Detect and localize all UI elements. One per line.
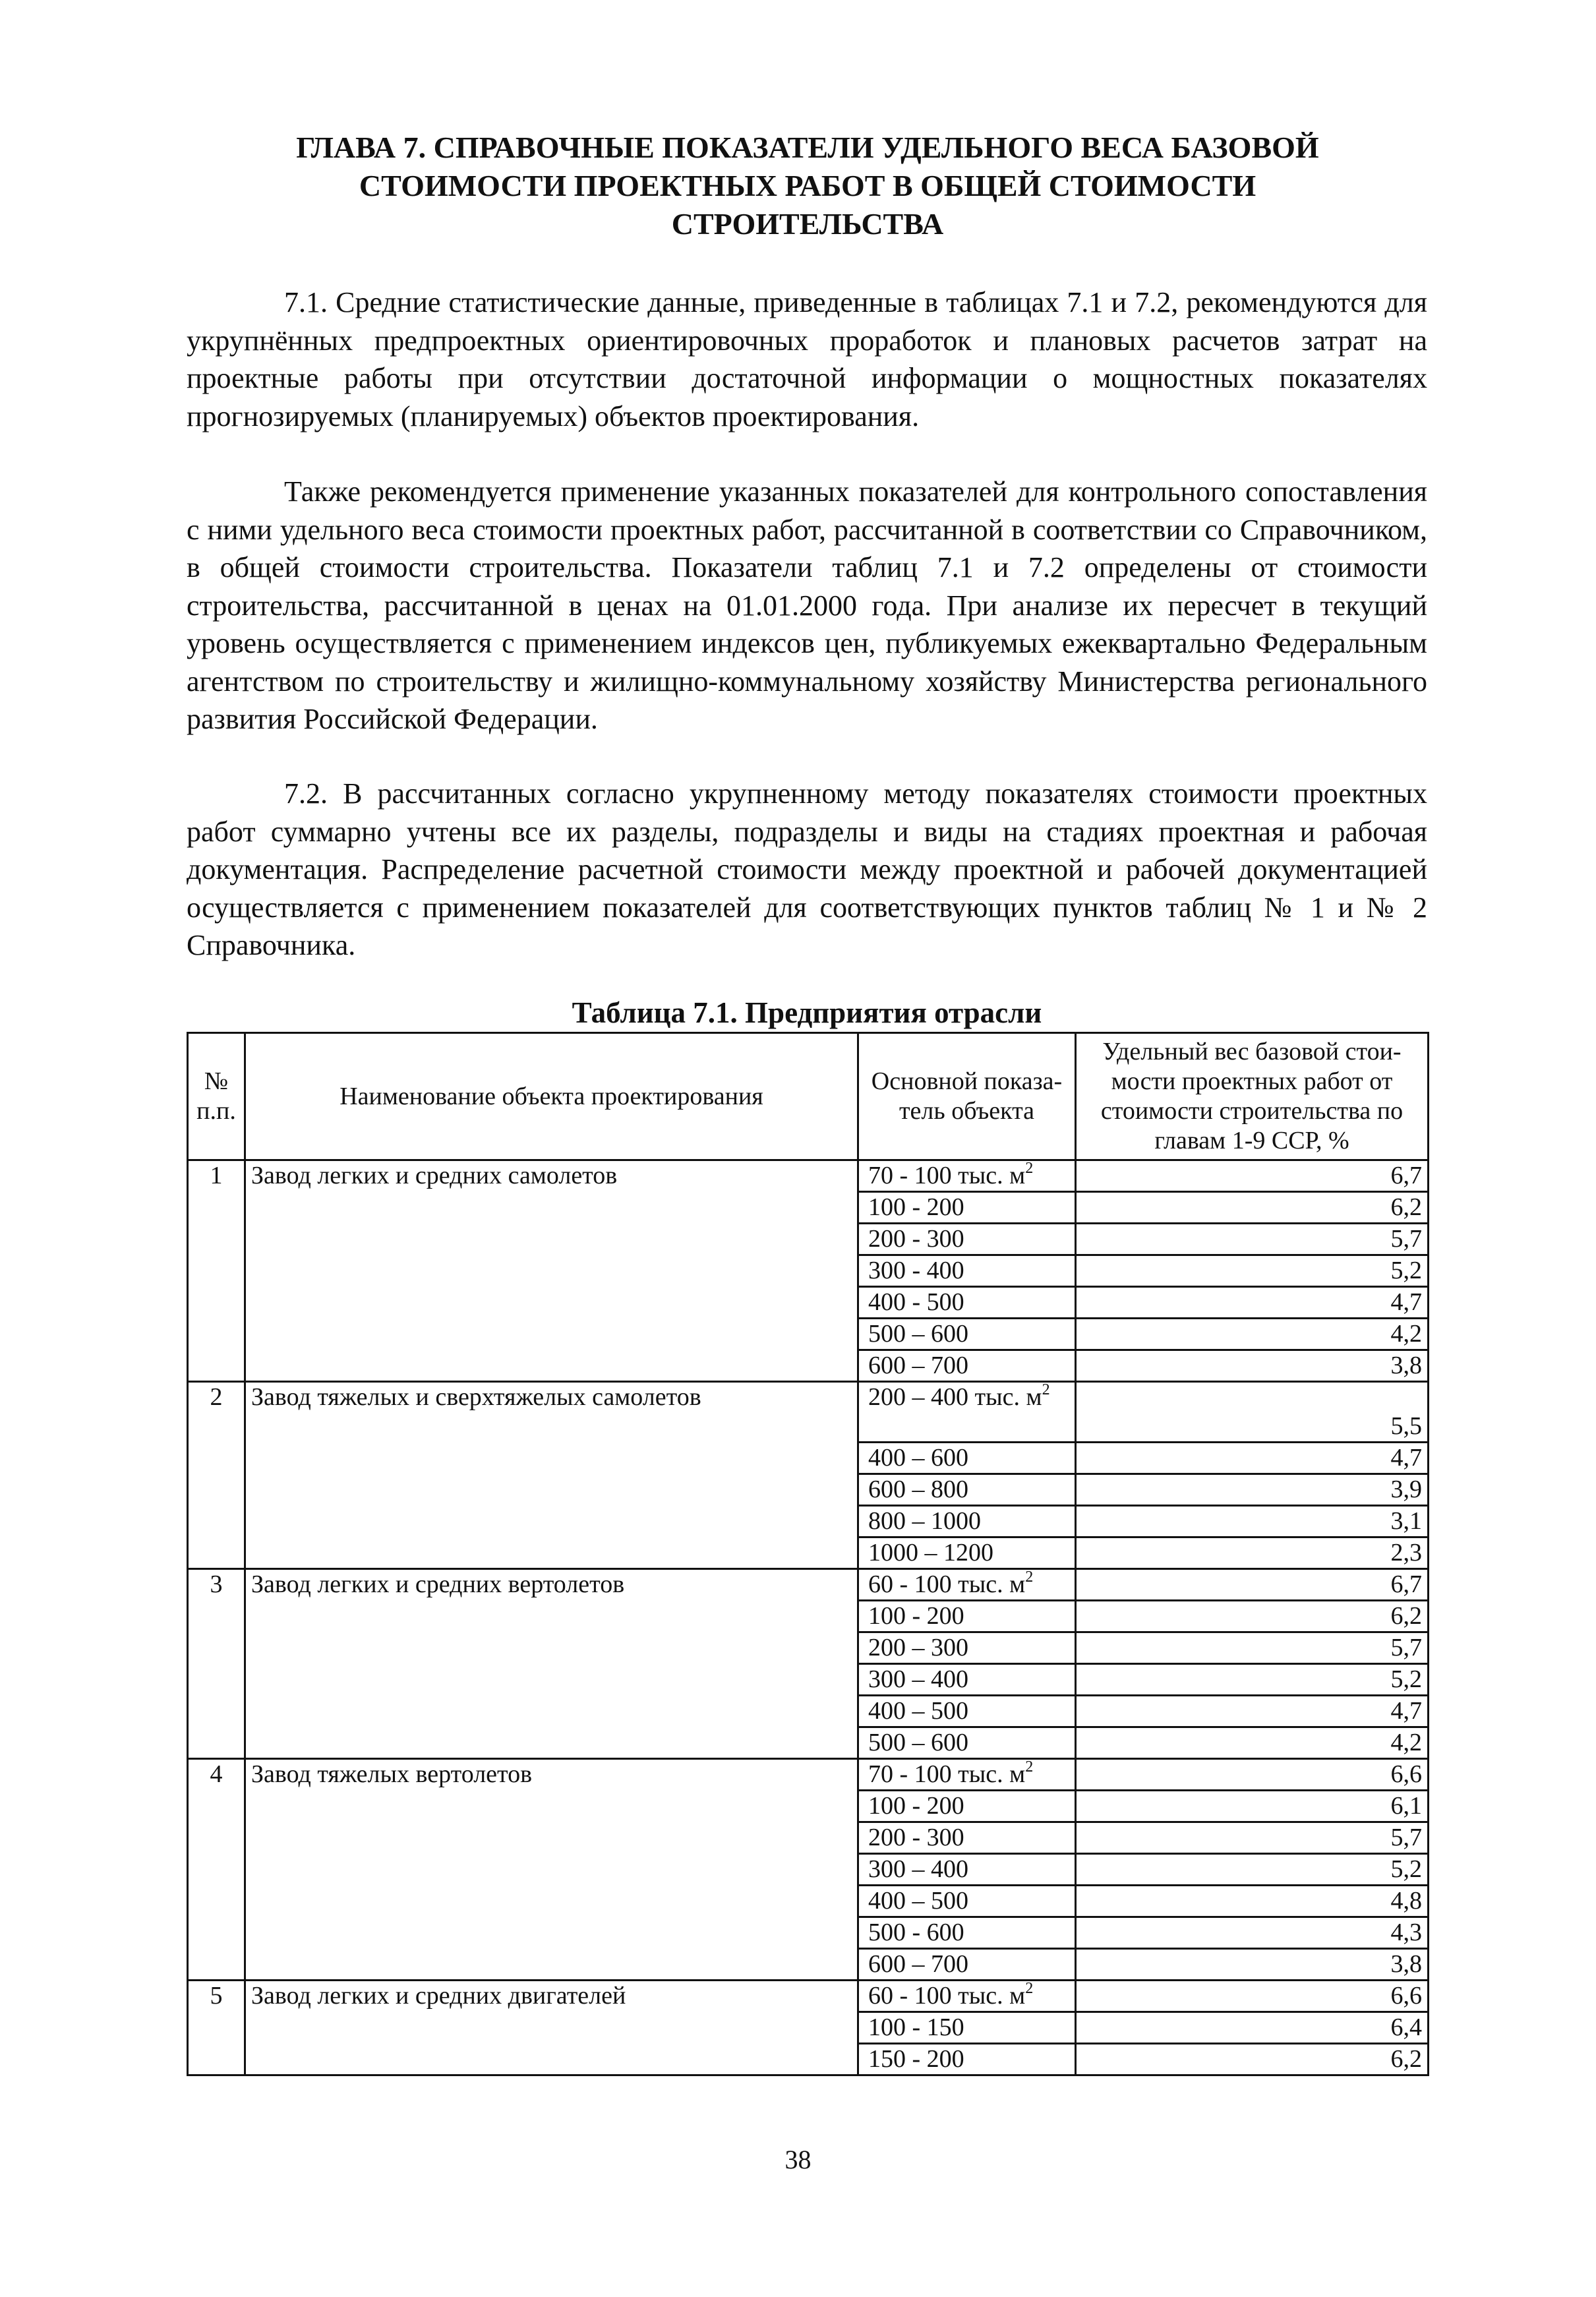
indicator-range	[858, 1382, 1076, 1443]
share-value: 3,8	[1076, 1949, 1429, 1981]
indicator-range-text: 200 - 300	[868, 1225, 964, 1253]
indicator-range	[858, 1537, 1076, 1569]
indicator-range-text: 100 - 200	[868, 1792, 964, 1820]
indicator-range	[858, 1696, 1076, 1727]
indicator-range-text: 60 - 100 тыс. м	[868, 1570, 1026, 1598]
indicator-range-text: 400 – 500	[868, 1697, 968, 1725]
object-name: Завод тяжелых вертолетов	[245, 1759, 858, 1981]
share-value: 5,5	[1076, 1382, 1429, 1443]
share-value: 4,2	[1076, 1727, 1429, 1759]
indicator-range-text: 600 – 800	[868, 1476, 968, 1503]
row-number: 5	[188, 1981, 245, 2075]
object-name: Завод легких и средних двигателей	[245, 1981, 858, 2075]
share-value: 4,8	[1076, 1886, 1429, 1917]
share-value: 4,2	[1076, 1319, 1429, 1350]
chapter-title-line: СТРОИТЕЛЬСТВА	[671, 207, 944, 241]
share-value: 6,2	[1076, 1601, 1429, 1632]
indicator-range	[858, 1160, 1076, 1192]
indicator-range	[858, 1601, 1076, 1632]
table-row	[188, 1981, 1429, 2012]
table-header-row	[188, 1033, 1429, 1160]
indicator-range-text: 400 - 500	[868, 1288, 964, 1316]
superscript: 2	[1025, 1758, 1034, 1775]
indicator-range-text: 400 – 500	[868, 1887, 968, 1915]
indicator-range	[858, 1506, 1076, 1537]
indicator-range	[858, 1192, 1076, 1224]
share-value: 6,7	[1076, 1160, 1429, 1192]
indicator-range	[858, 1287, 1076, 1319]
share-value: 5,2	[1076, 1854, 1429, 1886]
share-value: 2,3	[1076, 1537, 1429, 1569]
indicator-range-text: 200 - 300	[868, 1824, 964, 1851]
indicator-range	[858, 1759, 1076, 1791]
share-value: 6,6	[1076, 1981, 1429, 2012]
indicator-range	[858, 1917, 1076, 1949]
indicator-range	[858, 1854, 1076, 1886]
table-row	[188, 1569, 1429, 1601]
share-value: 3,8	[1076, 1350, 1429, 1382]
table-row	[188, 1160, 1429, 1192]
share-value: 6,1	[1076, 1791, 1429, 1822]
indicator-range	[858, 1791, 1076, 1822]
share-value: 3,1	[1076, 1506, 1429, 1537]
share-value: 5,7	[1076, 1224, 1429, 1255]
indicator-range-text: 400 – 600	[868, 1444, 968, 1472]
indicator-range-text: 600 – 700	[868, 1352, 968, 1379]
share-value: 5,7	[1076, 1632, 1429, 1664]
indicator-range	[858, 1224, 1076, 1255]
table-7-1	[187, 1032, 1429, 2076]
row-number: 3	[188, 1569, 245, 1759]
share-value: 4,7	[1076, 1696, 1429, 1727]
table-caption: Таблица 7.1. Предприятия отрасли	[572, 996, 1042, 1029]
paragraph-text: Также рекомендуется применение указанных показателей для контрольного сопоставления с ними удельного веса стоимости проектных работ, рассчитанной в соответствии со Справочником, в общей стоимости строительства. Показатели таблиц 7.1 и 7.2 определены от стоимости строительства, рассчитанной в ценах на 01.01.2000 года. При анализе их пересчет в текущий уровень осуществляется с применением индексов цен, публикуемых ежеквартально Федеральным агентством по строительству и жилищно-коммунальному хозяйству Министерства регионального развития Российской Федерации.	[187, 475, 1427, 735]
superscript: 2	[1025, 1160, 1034, 1177]
indicator-range-text: 600 – 700	[868, 1950, 968, 1978]
indicator-range-text: 70 - 100 тыс. м	[868, 1162, 1026, 1189]
indicator-range	[858, 1255, 1076, 1287]
superscript: 2	[1025, 1980, 1034, 1997]
indicator-range-text: 100 - 150	[868, 2014, 964, 2041]
indicator-range-text: 500 – 600	[868, 1320, 968, 1348]
object-name: Завод легких и средних самолетов	[245, 1160, 858, 1382]
table-row	[188, 1382, 1429, 1443]
indicator-range	[858, 2044, 1076, 2075]
row-number: 1	[188, 1160, 245, 1382]
indicator-range-text: 300 – 400	[868, 1855, 968, 1883]
table-row	[188, 1759, 1429, 1791]
header-share: Удельный вес базовой стои- мости проектных работ от стоимости строительства по главам 1-9 ССР, %	[1076, 1033, 1429, 1160]
share-value: 6,6	[1076, 1759, 1429, 1791]
chapter-title	[165, 129, 1450, 243]
indicator-range-text: 100 - 200	[868, 1193, 964, 1221]
indicator-range-text: 200 – 300	[868, 1634, 968, 1661]
share-value: 6,7	[1076, 1569, 1429, 1601]
indicator-range-text: 300 - 400	[868, 1257, 964, 1284]
page-number: 38	[784, 2145, 812, 2174]
header-indicator: Основной показа- тель объекта	[858, 1033, 1076, 1160]
indicator-range	[858, 2012, 1076, 2044]
indicator-range	[858, 1443, 1076, 1474]
indicator-range	[858, 1319, 1076, 1350]
indicator-range-text: 60 - 100 тыс. м	[868, 1982, 1026, 2010]
header-num: № п.п.	[188, 1033, 245, 1160]
indicator-range-text: 70 - 100 тыс. м	[868, 1760, 1026, 1788]
row-number: 2	[188, 1382, 245, 1569]
indicator-range-text: 1000 – 1200	[868, 1539, 993, 1566]
indicator-range	[858, 1664, 1076, 1696]
indicator-range	[858, 1727, 1076, 1759]
share-value: 4,7	[1076, 1287, 1429, 1319]
chapter-title-line: СТОИМОСТИ ПРОЕКТНЫХ РАБОТ В ОБЩЕЙ СТОИМОСТИ	[359, 169, 1256, 202]
paragraph-text: 7.1. Средние статистические данные, приведенные в таблицах 7.1 и 7.2, рекомендуются для укрупнённых предпроектных ориентировочных проработок и плановых расчетов затрат на проектные работы при отсутствии достаточной информации о мощностных показателях прогнозируемых (планируемых) объектов проектирования.	[187, 286, 1427, 433]
indicator-range-text: 150 - 200	[868, 2045, 964, 2073]
superscript: 2	[1042, 1381, 1050, 1398]
share-value: 6,2	[1076, 1192, 1429, 1224]
share-value: 6,2	[1076, 2044, 1429, 2075]
indicator-range-text: 200 – 400 тыс. м	[868, 1383, 1042, 1411]
object-name: Завод тяжелых и сверхтяжелых самолетов	[245, 1382, 858, 1569]
share-value: 4,7	[1076, 1443, 1429, 1474]
indicator-range-text: 800 – 1000	[868, 1507, 981, 1535]
share-value: 3,9	[1076, 1474, 1429, 1506]
indicator-range-text: 500 – 600	[868, 1729, 968, 1756]
indicator-range	[858, 1350, 1076, 1382]
indicator-range	[858, 1569, 1076, 1601]
share-value: 6,4	[1076, 2012, 1429, 2044]
share-value: 4,3	[1076, 1917, 1429, 1949]
indicator-range	[858, 1886, 1076, 1917]
indicator-range-text: 500 - 600	[868, 1919, 964, 1946]
paragraph-7-1	[187, 283, 1427, 435]
header-name: Наименование объекта проектирования	[245, 1033, 858, 1160]
share-value: 5,2	[1076, 1255, 1429, 1287]
row-number: 4	[188, 1759, 245, 1981]
share-value: 5,2	[1076, 1664, 1429, 1696]
chapter-title-line: ГЛАВА 7. СПРАВОЧНЫЕ ПОКАЗАТЕЛИ УДЕЛЬНОГО ВЕСА БАЗОВОЙ	[296, 131, 1319, 164]
indicator-range	[858, 1474, 1076, 1506]
indicator-range	[858, 1981, 1076, 2012]
paragraph-recommendation	[187, 473, 1427, 738]
superscript: 2	[1025, 1568, 1034, 1586]
table-body	[188, 1160, 1429, 2075]
indicator-range	[858, 1632, 1076, 1664]
indicator-range	[858, 1822, 1076, 1854]
indicator-range-text: 300 – 400	[868, 1665, 968, 1693]
share-value: 5,7	[1076, 1822, 1429, 1854]
object-name: Завод легких и средних вертолетов	[245, 1569, 858, 1759]
paragraph-7-2	[187, 775, 1427, 965]
paragraph-text: 7.2. В рассчитанных согласно укрупненному методу показателях стоимости проектных работ суммарно учтены все их разделы, подразделы и виды на стадиях проектная и рабочая документация. Распределение расчетной стоимости между проектной и рабочей документацией осуществляется с применением показателей для соответствующих пунктов таблиц № 1 и № 2 Справочника.	[187, 777, 1427, 961]
indicator-range-text: 100 - 200	[868, 1602, 964, 1630]
indicator-range	[858, 1949, 1076, 1981]
